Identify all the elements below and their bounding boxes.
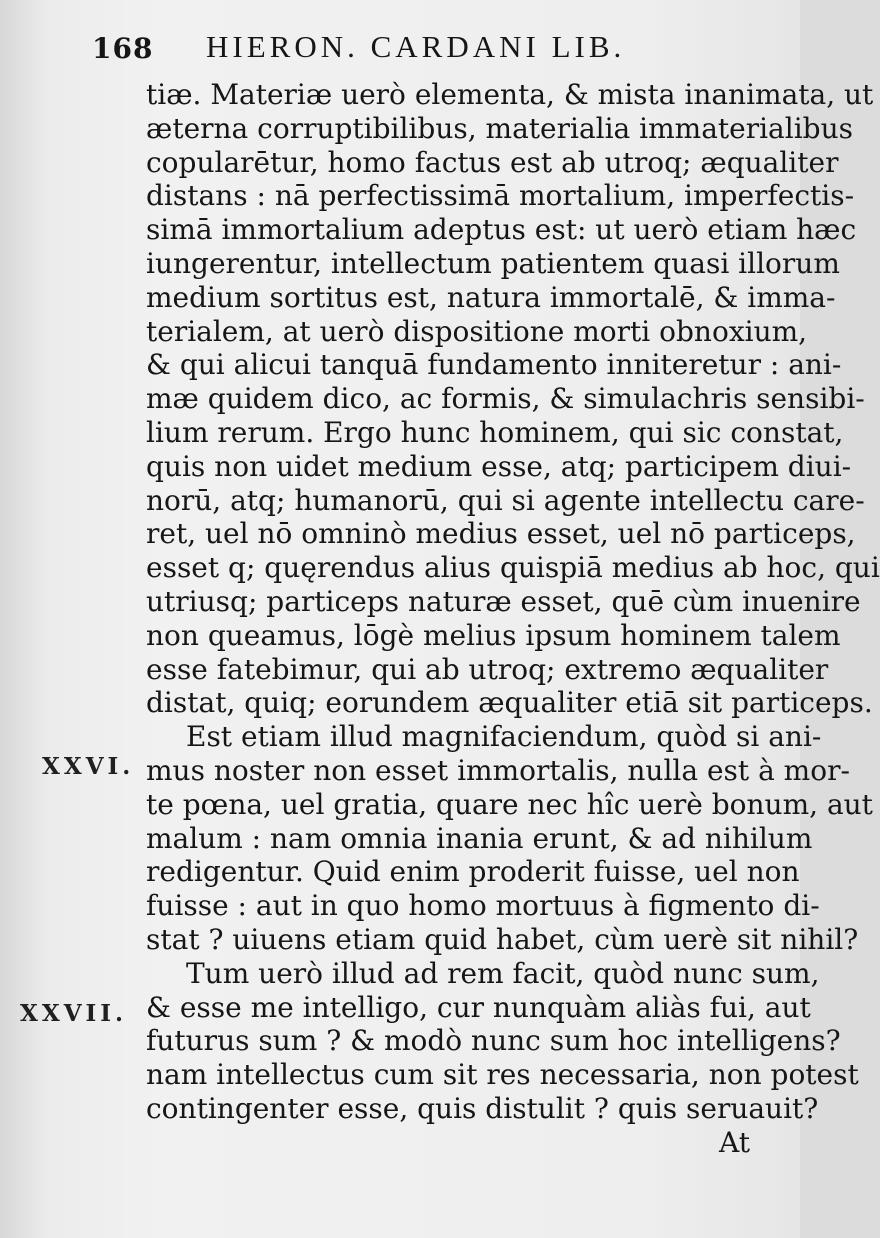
text-line: & qui alicui tanquā fundamento inniteretur : ani- xyxy=(146,348,842,382)
text-line: & esse me intelligo, cur nunquàm aliàs fui, aut xyxy=(146,990,811,1024)
margin-number-xxvii: XXVII. xyxy=(20,1000,128,1027)
text-line: mus noster non esset immortalis, nulla est à mor- xyxy=(146,753,850,787)
text-line: medium sortitus est, natura immortalē, & imma- xyxy=(146,280,836,314)
text-line: Tum uerò illud ad rem facit, quòd nunc sum, xyxy=(186,956,820,990)
text-line: distat, quiq; eorundem æqualiter etiā sit particeps. xyxy=(146,686,873,720)
catchword: At xyxy=(719,1125,750,1159)
running-head: HIERON. CARDANI LIB. xyxy=(206,29,626,64)
text-line: futurus sum ? & modò nunc sum hoc intelligens? xyxy=(146,1024,841,1058)
text-line: tiæ. Materiæ uerò elementa, & mista inanimata, ut xyxy=(146,78,874,111)
margin-number-xxvi: XXVI. xyxy=(42,753,135,780)
text-line: esse fatebimur, qui ab utroq; extremo æqualiter xyxy=(146,652,829,686)
text-line: ret, uel nō omninò medius esset, uel nō particeps, xyxy=(146,517,856,551)
text-line: norū, atq; humanorū, qui si agente intellectu care- xyxy=(146,483,865,517)
text-line: utriusq; particeps naturæ esset, quē cùm inuenire xyxy=(146,584,861,618)
text-line: malum : nam omnia inania erunt, & ad nihilum xyxy=(146,821,813,855)
text-line: iungerentur, intellectum patientem quasi illorum xyxy=(146,246,840,280)
text-line: quis non uidet medium esse, atq; participem diui- xyxy=(146,449,852,483)
text-line: te pœna, uel gratia, quare nec hîc uerè bonum, aut xyxy=(146,787,873,821)
text-line: terialem, at uerò dispositione morti obnoxium, xyxy=(146,314,808,348)
text-line: non queamus, lōgè melius ipsum hominem talem xyxy=(146,618,841,652)
text-line: nam intellectus cum sit res necessaria, non potest xyxy=(146,1058,859,1092)
text-line: fuisse : aut in quo homo mortuus à figmento di- xyxy=(146,889,820,923)
text-line: simā immortalium adeptus est: ut uerò etiam hæc xyxy=(146,213,857,247)
text-line: distans : nā perfectissimā mortalium, imperfectis- xyxy=(146,179,855,213)
text-line: contingenter esse, quis distulit ? quis seruauit? xyxy=(146,1091,819,1125)
text-line: lium rerum. Ergo hunc hominem, qui sic constat, xyxy=(146,415,844,449)
page-number: 168 xyxy=(92,32,154,65)
page-header xyxy=(0,0,800,70)
text-line: copularētur, homo factus est ab utroq; æqualiter xyxy=(146,145,839,179)
text-line: stat ? uiuens etiam quid habet, cùm uerè sit nihil? xyxy=(146,922,859,956)
text-line: Est etiam illud magnifaciendum, quòd si ani- xyxy=(186,720,822,754)
text-line: esset q; quęrendus alius quispiā medius ab hoc, qui xyxy=(146,551,880,585)
text-line: æterna corruptibilibus, materialia immaterialibus xyxy=(146,111,853,145)
text-line: mæ quidem dico, ac formis, & simulachris sensibi- xyxy=(146,382,865,416)
text-line: redigentur. Quid enim proderit fuisse, uel non xyxy=(146,855,800,889)
body-text xyxy=(146,78,880,1160)
